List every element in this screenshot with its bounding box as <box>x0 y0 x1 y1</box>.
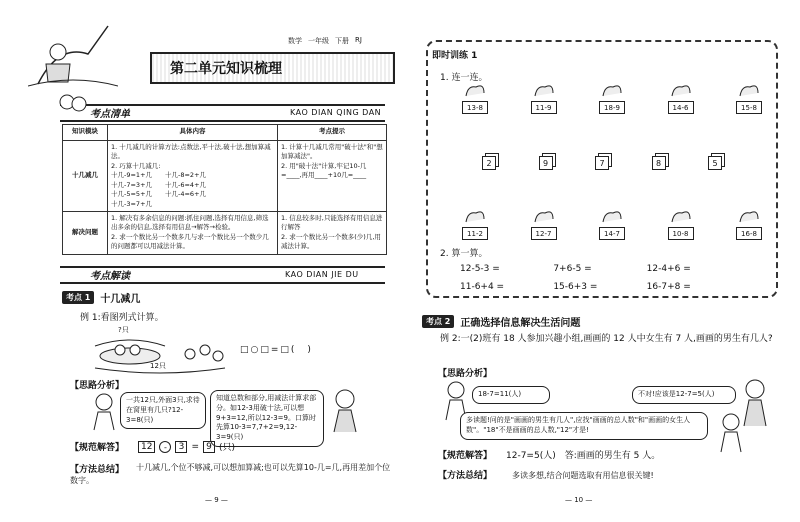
calc-grid <box>460 264 740 292</box>
squirrel-icon <box>736 209 762 223</box>
blank-equation: □○□=□( ) <box>240 345 313 355</box>
bottom-card-item <box>599 208 625 240</box>
kaodian-qingdan-en: KAO DIAN QING DAN <box>290 108 382 117</box>
expression-card: 18-9 <box>599 101 625 114</box>
kids-icon <box>58 92 88 120</box>
content-line: 1. 解决有多余信息的问题:抓住问题,选择有用信息,筛选出多余的信息,选择有用信息→解答→检验。 <box>111 213 269 232</box>
tip-line: 1. 信息较多时,只能选择有用信息进行解答 <box>281 213 383 232</box>
number-cube: 2 <box>482 156 496 170</box>
table-header: 知识模块 <box>63 125 108 141</box>
content-line: 1. 十几减几的计算方法:点数法,平十法,破十法,想加算减法。 <box>111 143 271 161</box>
table-header: 考点提示 <box>278 125 387 141</box>
content-line: 十几-7=3+几 十几-6=4+几 <box>111 180 207 189</box>
bottom-card-item <box>531 208 557 240</box>
section2-header <box>422 314 580 329</box>
cube-row <box>482 156 722 170</box>
squirrel-icon <box>736 83 762 97</box>
page-number: — 10 — <box>565 496 593 504</box>
q2-text: 2. 算一算。 <box>440 249 488 259</box>
bottom-card-row <box>462 208 762 240</box>
tip-line: 2. 求一个数比另一个数多(少)几,用减法计算。 <box>281 232 381 251</box>
kaodian-jiedu-en: KAO DIAN JIE DU <box>285 270 359 279</box>
squirrel-icon <box>462 83 488 97</box>
expression-card: 11-9 <box>531 101 557 114</box>
explain-bubble: 多读题!问的是"画画的男生有几人",应找"画画的总人数"和"画画的女生人数"。"18"不是画画的总人数,"12"才是! <box>460 412 708 440</box>
squirrel-icon <box>599 209 625 223</box>
top-card-item <box>462 82 488 114</box>
squirrel-icon <box>668 209 694 223</box>
number-cube: 9 <box>539 156 553 170</box>
tips-cell <box>278 141 387 212</box>
answer-box: 9 <box>203 441 215 453</box>
content-line: 十几-3=7+几 <box>111 199 153 208</box>
tip-line: 2. 用"破十法"计算,牢记10-几=____,再用____+10几=____ <box>281 161 367 180</box>
correct-answer-bubble: 不对!应该是12-7=5(人) <box>632 386 736 404</box>
grade-label: 一年级 <box>308 37 329 45</box>
bottom-card-item <box>462 208 488 240</box>
grade-label: 下册 <box>335 37 349 45</box>
example2-text: 例 2:一(2)班有 18 人参加兴趣小组,画画的 12 人中女生有 7 人,画画的男生有几人? <box>440 334 773 344</box>
number-cube: 8 <box>652 156 666 170</box>
content-line: 十几-9=1+几 十几-8=2+几 <box>111 171 207 180</box>
content-line: 2. 求一个数比另一个数多几与求一个数比另一个数少几的问题都可以用减法计算。 <box>111 232 269 251</box>
grade-label-row <box>288 36 362 46</box>
section-title: 十几减几 <box>100 294 141 305</box>
practice-title: 即时训练 1 <box>432 51 478 61</box>
kaodian-qingdan-title: 考点清单 <box>90 109 130 120</box>
answer-operator: - <box>159 441 171 453</box>
module-cell: 解决问题 <box>63 211 108 254</box>
module-cell: 十几减几 <box>63 141 108 212</box>
silu-label: 【思路分析】 <box>70 381 125 391</box>
grade-label: 数学 <box>288 37 302 45</box>
page-title: 第二单元知识梳理 <box>170 61 282 77</box>
example1-text: 例 1:看图列式计算。 <box>80 313 164 323</box>
right-page <box>400 0 800 522</box>
page-number: — 9 — <box>205 496 228 504</box>
squirrel-icon <box>531 83 557 97</box>
fangfa-label: 【方法总结】 <box>70 465 125 475</box>
content-line: 十几-5=5+几 十几-4=6+几 <box>111 190 207 199</box>
squirrel-icon <box>531 209 557 223</box>
teacher-figure-icon <box>716 412 746 454</box>
squirrel-icon <box>462 209 488 223</box>
calc-item: 11-6+4 = <box>460 282 505 292</box>
top-card-item <box>736 82 762 114</box>
fisherman-illustration <box>28 24 118 88</box>
fig1-top-label: ?只 <box>118 326 129 334</box>
expression-card: 11-2 <box>462 227 488 240</box>
table-row <box>63 211 387 254</box>
grade-label: RJ <box>355 36 362 44</box>
answer-box: 12 <box>138 441 155 453</box>
kaodian-jiedu-title: 考点解读 <box>90 271 130 282</box>
calc-item: 7+6-5 = <box>553 264 592 274</box>
table-header: 具体内容 <box>108 125 278 141</box>
guifan-label: 【规范解答】 <box>70 443 125 453</box>
expression-card: 15-8 <box>736 101 762 114</box>
fangfa-text: 十几减几,个位不够减,可以想加算减;也可以先算10-几=几,再用差加个位数字。 <box>70 463 391 485</box>
wrong-answer-bubble: 18-7=11(人) <box>472 386 550 404</box>
guifan-label: 【规范解答】 <box>438 451 493 461</box>
content-cell <box>108 211 278 254</box>
top-card-item <box>668 82 694 114</box>
q1-text: 1. 连一连。 <box>440 73 488 83</box>
expression-card: 14-6 <box>668 101 694 114</box>
number-cube: 5 <box>708 156 722 170</box>
section-badge: 考点 2 <box>422 315 454 328</box>
calc-item: 15-6+3 = <box>553 282 598 292</box>
answer-equals: = <box>191 441 199 452</box>
content-line: 2. 巧算十几减几: <box>111 161 161 170</box>
squirrel-icon <box>668 83 694 97</box>
girl-figure-icon <box>330 388 360 434</box>
silu-label: 【思路分析】 <box>438 369 493 379</box>
top-card-item <box>531 82 557 114</box>
squirrel-icon <box>599 83 625 97</box>
fig1-bottom-label: 12只 <box>150 362 166 370</box>
expression-card: 12-7 <box>531 227 557 240</box>
calc-item: 12-5-3 = <box>460 264 500 274</box>
section1-header <box>62 290 140 305</box>
knowledge-table <box>62 124 387 255</box>
content-cell <box>108 141 278 212</box>
boy-figure-icon <box>90 392 118 432</box>
number-cube: 7 <box>595 156 609 170</box>
expression-card: 10-8 <box>668 227 694 240</box>
calc-item: 16-7+8 = <box>646 282 691 292</box>
fangfa-text: 多读多想,结合问题选取有用信息很关键! <box>512 471 654 480</box>
top-card-row <box>462 82 762 114</box>
answer-box: 3 <box>175 441 187 453</box>
section-badge: 考点 1 <box>62 291 94 304</box>
tips-cell <box>278 211 387 254</box>
calc-item: 12-4+6 = <box>646 264 691 274</box>
bottom-card-item <box>736 208 762 240</box>
expression-card: 14-7 <box>599 227 625 240</box>
table-header-row <box>63 125 387 141</box>
expression-card: 13-8 <box>462 101 488 114</box>
table-row <box>63 141 387 212</box>
top-card-item <box>599 82 625 114</box>
tip-line: 1. 计算十几减几常用"破十法"和"想加算减法"。 <box>281 143 383 161</box>
explain-bubble: 知道总数和部分,用减法计算求部分。如12-3用破十法,可以想9+3=12,所以12-3=9。口算时先算10-3=7,7+2=9,12-3=9(只) <box>210 390 324 447</box>
expression-card: 16-8 <box>736 227 762 240</box>
guifan-text: 12-7=5(人) 答:画画的男生有 5 人。 <box>506 451 661 461</box>
bottom-card-item <box>668 208 694 240</box>
answer-unit: (只) <box>219 443 236 453</box>
guifan-answer <box>138 440 235 453</box>
section-title: 正确选择信息解决生活问题 <box>460 318 581 329</box>
fangfa-label: 【方法总结】 <box>438 471 493 481</box>
boy-speech-bubble: 一共12只,外面3只,求待在窝里有几只?12-3=8(只) <box>120 392 206 429</box>
